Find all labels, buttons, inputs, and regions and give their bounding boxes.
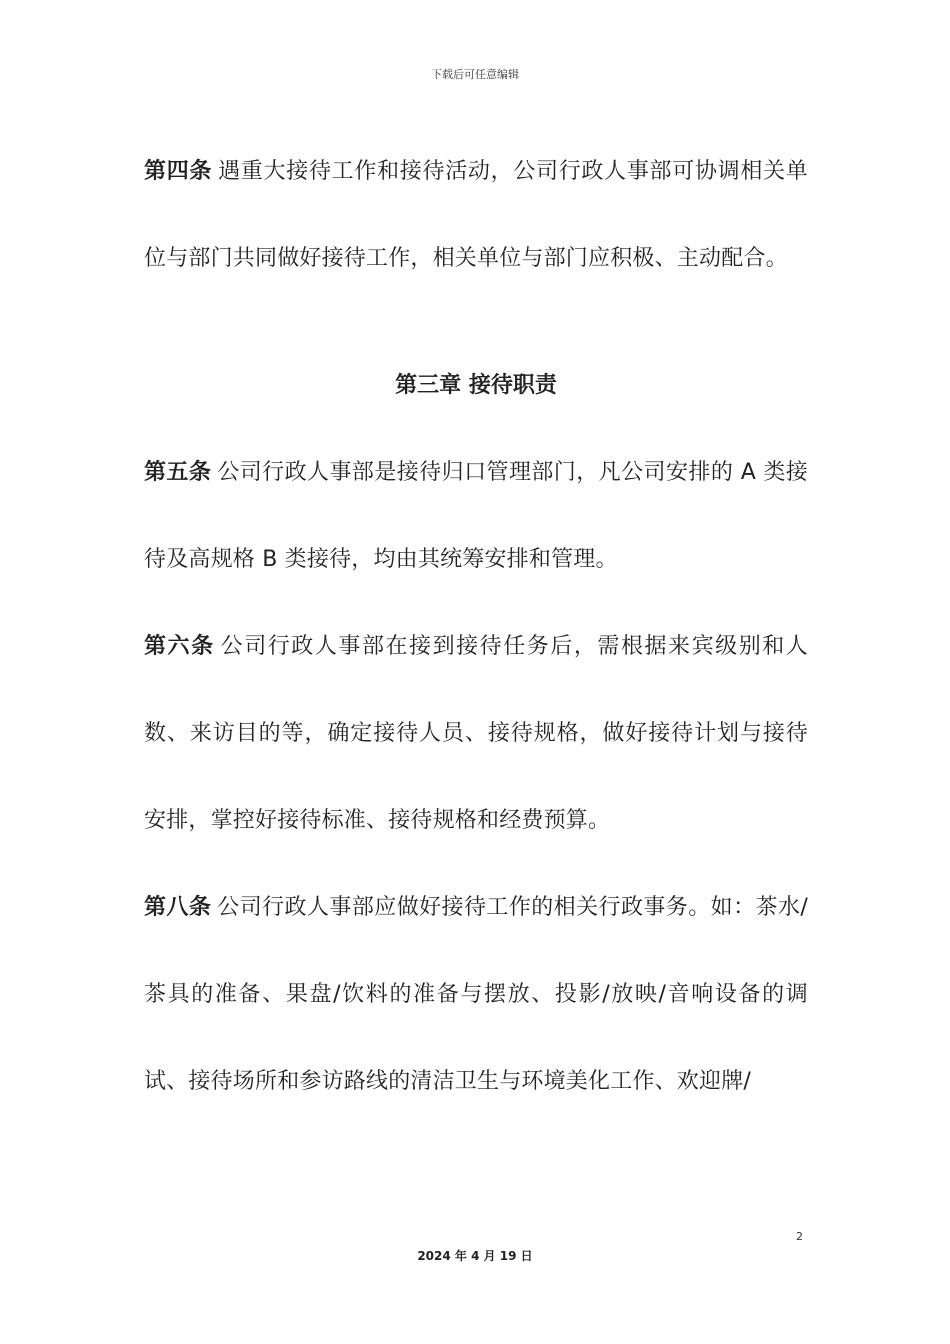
article-label: 第六条	[144, 634, 215, 659]
article-text: 公司行政人事部是接待归口管理部门，凡公司安排的 A 类接待及高规格 B 类接待，均由其统筹安排和管理。	[144, 460, 809, 572]
article-6	[144, 603, 808, 864]
article-label: 第八条	[144, 895, 212, 920]
document-body	[144, 128, 808, 1125]
article-text: 遇重大接待工作和接待活动，公司行政人事部可协调相关单位与部门共同做好接待工作，相关单位与部门应积极、主动配合。	[144, 159, 808, 271]
page-header: 下载后可任意编辑	[431, 68, 519, 81]
article-5	[144, 429, 808, 603]
article-label: 第四条	[144, 159, 213, 184]
article-8	[144, 864, 808, 1125]
article-text: 公司行政人事部应做好接待工作的相关行政事务。如：茶水/茶具的准备、果盘/饮料的准备与摆放、投影/放映/音响设备的调试、接待场所和参访路线的清洁卫生与环境美化工作、欢迎牌/	[144, 895, 808, 1094]
article-4	[144, 128, 808, 302]
article-label: 第五条	[144, 460, 212, 485]
chapter-title: 第三章 接待职责	[395, 373, 557, 398]
page-number: 2	[796, 1230, 803, 1243]
article-text: 公司行政人事部在接到接待任务后，需根据来宾级别和人数、来访目的等，确定接待人员、接待规格，做好接待计划与接待安排，掌控好接待标准、接待规格和经费预算。	[144, 634, 808, 833]
footer-date: 2024 年 4 月 19 日	[417, 1249, 533, 1263]
